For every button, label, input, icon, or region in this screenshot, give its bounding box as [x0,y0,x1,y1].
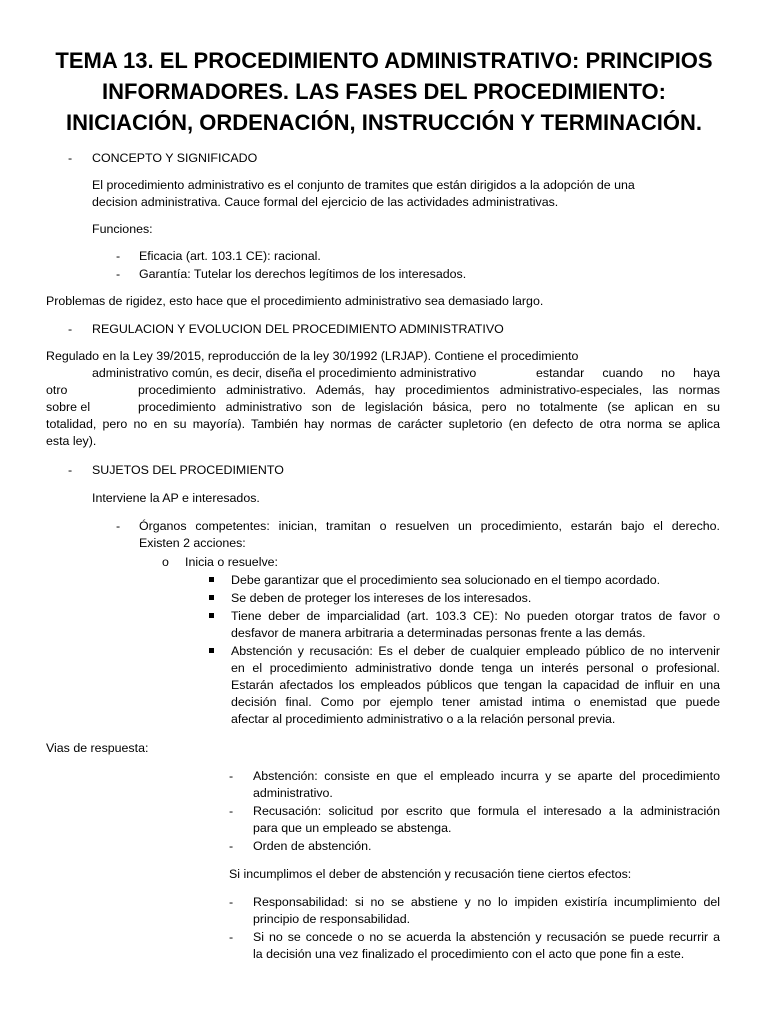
duty-item-cont: decisión final. Como por ejemplo tener amistad intima o enemistad que puede [231,695,720,709]
section-bullet: - [68,463,73,477]
duty-item: Debe garantizar que el procedimiento sea solucionado en el tiempo acordado. [231,573,661,587]
title-line-1: TEMA 13. EL PROCEDIMIENTO ADMINISTRATIVO: PRINCIPIOS [55,48,713,73]
section-bullet: - [68,322,73,336]
list-item-eficacia: Eficacia (art. 103.1 CE): racional. [139,249,321,263]
duty-item-cont: Estarán afectados los empleados públicos que tengan la capacidad de influir en una [231,678,720,692]
paragraph-intro: Interviene la AP e interesados. [92,491,260,505]
list-item-recurso: Si no se concede o no se acuerda la abstención y recusación se puede recurrir a [253,930,720,944]
document-title [0,0,768,138]
list-bullet: - [229,769,234,783]
list-bullet: - [116,249,121,263]
square-bullet [209,648,214,653]
paragraph-efectos: Si incumplimos el deber de abstención y recusación tiene ciertos efectos: [229,867,632,881]
duty-item-cont: desfavor de manera arbitraria a determinadas personas frente a las demás. [231,626,646,640]
section-heading-sujetos: SUJETOS DEL PROCEDIMIENTO [92,463,284,477]
list-bullet: - [116,519,121,533]
section-bullet: - [68,151,73,165]
list-item-recusacion-cont: para que un empleado se abstenga. [253,821,452,835]
title-line-3: INICIACIÓN, ORDENACIÓN, INSTRUCCIÓN Y TERMINACIÓN. [66,110,702,135]
duty-item: Se deben de proteger los intereses de los interesados. [231,591,532,605]
list-item-recusacion: Recusación: solicitud por escrito que formula el interesado a la administración [253,804,720,818]
paragraph-line: estandar cuando no haya [536,366,720,380]
list-item-abstencion: Abstención: consiste en que el empleado incurra y se aparte del procedimiento [253,769,720,783]
duty-item: Tiene deber de imparcialidad (art. 103.3 CE): No pueden otorgar tratos de favor o [231,609,720,623]
paragraph-line: procedimiento administrativo son de legislación básica, pero no totalmente (se aplican en su [138,400,720,414]
square-bullet [209,595,214,600]
list-item-recurso-cont: la decisión una vez finalizado el procedimiento con el acto que pone fin a este. [253,947,685,961]
list-item-organos: Órganos competentes: inician, tramitan o resuelven un procedimiento, estarán bajo el derecho. [139,519,720,533]
funciones-label: Funciones: [92,222,153,236]
paragraph-rigidez: Problemas de rigidez, esto hace que el procedimiento administrativo sea demasiado largo. [46,294,544,308]
list-item-responsabilidad-cont: principio de responsabilidad. [253,912,411,926]
section-heading-regulacion: REGULACION Y EVOLUCION DEL PROCEDIMIENTO ADMINISTRATIVO [92,322,504,336]
duty-item: Abstención y recusación: Es el deber de cualquier empleado público de no intervenir [231,644,720,658]
paragraph-line: procedimiento administrativo. Además, hay procedimientos administrativo-especiales, las normas [138,383,720,397]
list-bullet: - [116,267,121,281]
square-bullet [209,577,214,582]
list-item-organos-cont: Existen 2 acciones: [139,536,246,550]
list-bullet: - [229,930,234,944]
paragraph-line: sobre el [46,400,91,414]
section-heading-vias: Vias de respuesta: [46,741,149,755]
paragraph-line: decision administrativa. Cauce formal del ejercicio de las actividades administrativas. [92,195,559,209]
sublist-item-inicia: Inicia o resuelve: [185,555,278,569]
paragraph-line: totalidad, pero no en su mayoría). También hay normas de carácter supletorio (en defecto de otra norma se aplica [46,417,720,431]
paragraph-line: Regulado en la Ley 39/2015, reproducción de la ley 30/1992 (LRJAP). Contiene el procedimiento [46,349,579,363]
duty-item-cont: en el procedimiento administrativo donde tenga un interés personal o profesional. [231,661,720,675]
sublist-bullet: o [162,555,169,569]
paragraph-line: El procedimiento administrativo es el conjunto de tramites que están dirigidos a la adopción de una [92,178,635,192]
paragraph-line: administrativo común, es decir, diseña el procedimiento administrativo [92,366,477,380]
list-bullet: - [229,895,234,909]
list-item-garantia: Garantía: Tutelar los derechos legítimos de los interesados. [139,267,467,281]
paragraph-line: otro [46,383,68,397]
square-bullet [209,613,214,618]
paragraph-line: esta ley). [46,434,97,448]
list-item-orden: Orden de abstención. [253,839,372,853]
list-bullet: - [229,804,234,818]
title-line-2: INFORMADORES. LAS FASES DEL PROCEDIMIENTO: [102,79,666,104]
list-bullet: - [229,839,234,853]
duty-item-cont: afectar al procedimiento administrativo o a la relación personal previa. [231,712,616,726]
list-item-responsabilidad: Responsabilidad: si no se abstiene y no lo impiden existiría incumplimiento del [253,895,720,909]
section-heading-concepto: CONCEPTO Y SIGNIFICADO [92,151,258,165]
list-item-abstencion-cont: administrativo. [253,786,333,800]
